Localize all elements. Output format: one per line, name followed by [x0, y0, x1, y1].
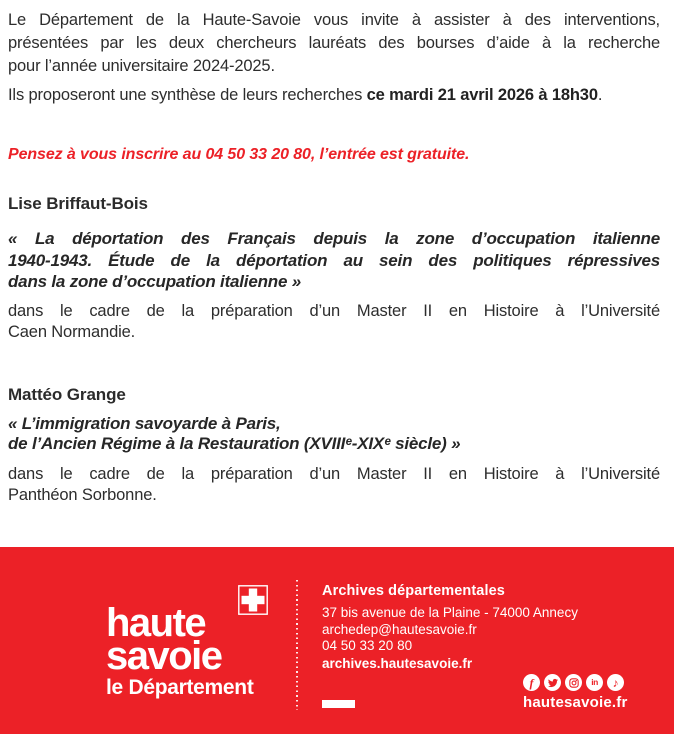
speaker1-name: Lise Briffaut-Bois — [8, 194, 148, 213]
intro-line: Le Département de la Haute-Savoie vous invite à assister à des interventions, — [8, 11, 660, 29]
tiktok-glyph: ♪ — [612, 675, 619, 690]
event-datetime: ce mardi 21 avril 2026 à 18h30 — [366, 86, 598, 104]
quote-line: dans la zone d’occupation italienne » — [8, 272, 301, 291]
speaker2-research-title — [8, 414, 660, 455]
speaker2-name: Mattéo Grange — [8, 384, 126, 404]
haute-savoie-logo — [106, 585, 254, 699]
contact-address: 37 bis avenue de la Plaine - 74000 Annecy — [322, 605, 578, 620]
context-line: Panthéon Sorbonne. — [8, 486, 157, 504]
contact-block — [322, 583, 578, 672]
context-line: Caen Normandie. — [8, 322, 136, 341]
quote-line: « La déportation des Français depuis la zone d’occupation italienne — [8, 229, 660, 248]
quote-line: « L’immigration savoyarde à Paris, — [8, 413, 281, 433]
synthese-period: . — [597, 86, 603, 104]
synthese-text: Ils proposeront une synthèse de leurs recherches — [8, 86, 367, 104]
linkedin-icon[interactable] — [586, 674, 603, 691]
social-icons-row — [523, 674, 624, 691]
registration-notice: Pensez à vous inscrire au 04 50 33 20 80, l’entrée est gratuite. — [8, 146, 470, 163]
swiss-cross-icon — [238, 585, 268, 615]
quote-line: de l’Ancien Régime à la Restauration (XVIIIᵉ-XIXᵉ siècle) » — [8, 434, 461, 453]
contact-title: Archives départementales — [322, 583, 505, 599]
synthese-paragraph — [8, 84, 660, 107]
facebook-icon[interactable] — [523, 674, 540, 691]
intro-line: présentées par les deux chercheurs lauréats des bourses d’aide à la recherche — [8, 34, 660, 52]
tiktok-icon[interactable] — [607, 674, 624, 691]
logo-le-departement: le Département — [106, 676, 254, 699]
white-bar-decoration — [322, 700, 355, 708]
footer — [0, 547, 674, 734]
contact-email[interactable]: archedep@hautesavoie.fr — [322, 621, 477, 637]
speaker2-context — [8, 464, 660, 507]
instagram-icon[interactable] — [565, 674, 582, 691]
facebook-glyph: f — [529, 675, 534, 690]
logo-word-haute: haute — [106, 601, 206, 645]
dotted-separator — [296, 580, 298, 710]
quote-line: 1940-1943. Étude de la déportation au sein des politiques répressives — [8, 250, 660, 270]
linkedin-glyph: in — [591, 677, 598, 688]
intro-paragraph — [8, 9, 660, 78]
footer-website[interactable]: hautesavoie.fr — [523, 694, 628, 711]
speaker1-research-title — [8, 228, 660, 293]
context-line: dans le cadre de la préparation d’un Master II en Histoire à l’Université — [8, 464, 660, 483]
intro-line: pour l’année universitaire 2024-2025. — [8, 57, 275, 75]
speaker1-context — [8, 301, 660, 343]
contact-website[interactable]: archives.hautesavoie.fr — [322, 655, 473, 671]
context-line: dans le cadre de la préparation d’un Master II en Histoire à l’Université — [8, 301, 660, 320]
logo-word-savoie: savoie — [106, 634, 222, 678]
contact-phone: 04 50 33 20 80 — [322, 638, 413, 653]
twitter-icon[interactable] — [544, 674, 561, 691]
